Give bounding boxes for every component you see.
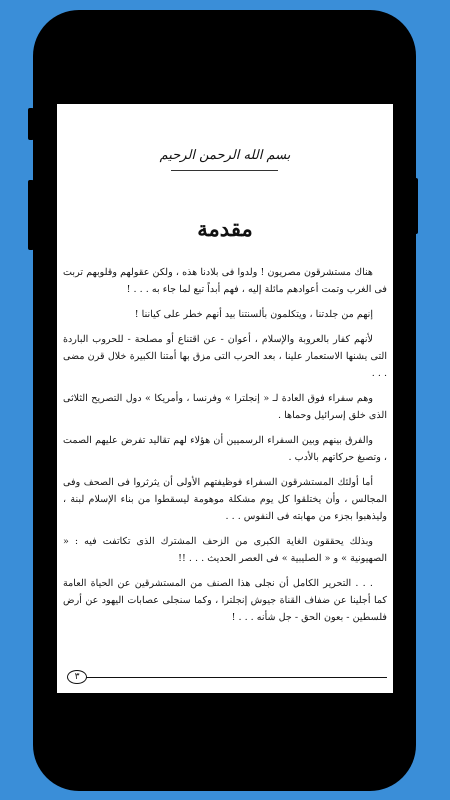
paragraph: والفرق بينهم وبين السفراء الرسميين أن هؤلاء لهم تقاليد تفرض عليهم الصمت ، وتصبغ حركاتهم بالأدب . (63, 435, 387, 463)
basmala-rule (171, 170, 278, 171)
paragraph: هناك مستشرقون مصريون ! ولدوا فى بلادنا هذه ، ولكن عقولهم وقلوبهم تربت فى الغرب وتمت أعوادهم مائلة إليه ، فهم أبداً تبع لما جاء به . . . ! (63, 267, 387, 295)
page-title: مقدمة (197, 216, 253, 241)
paragraph: إنهم من جلدتنا ، ويتكلمون بألسنتنا بيد أنهم خطر على كياننا ! (134, 309, 373, 320)
page-footer (63, 671, 387, 683)
footer-rule (85, 677, 387, 678)
page-number: ٣ (67, 670, 87, 684)
power-button (412, 178, 418, 234)
volume-up-button (28, 108, 34, 140)
paragraph: . . . التحرير الكامل أن نجلى هذا الصنف من المستشرقين عن الحياة العامة كما أجلينا عن ضفاف القناة جيوش إنجلترا ، وكما سنجلى عصابات اليهود عن أرض فلسطين - بعون الحق - جل شأنه . . . ! (63, 578, 387, 623)
page-body (63, 264, 387, 634)
book-page[interactable] (57, 104, 393, 693)
paragraph: لأنهم كفار بالعروبة والإسلام ، أعوان - عن اقتناع أو مصلحة - للحروب الباردة التى يشنها الاستعمار علينا ، بعد الحرب التى مزق بها أمتنا الكبيرة خلال قرن مضى . . . (63, 334, 387, 379)
basmala: بسم الله الرحمن الرحيم (159, 148, 291, 163)
paragraph: وهم سفراء فوق العادة لـ « إنجلترا » وفرنسا ، وأمريكا » دول التصريح الثلاثى الذى خلق إسرائيل وحماها . (63, 393, 387, 421)
volume-down-button (28, 180, 34, 250)
paragraph: أما أولئك المستشرقون السفراء فوظيفتهم الأولى أن يثرثروا فى الصحف وفى المجالس ، وأن يختلقوا كل يوم مشكلة موهومة ليسقطوا من بناء الإسلام لبنة ، وليذهبوا بجزء من مهابته فى النفوس . . . (63, 477, 387, 522)
paragraph: وبذلك يحققون الغاية الكبرى من الزحف المشترك الذى تكاتفت فيه : « الصهيونية » و « الصليبية » فى العصر الحديث . . . !! (63, 536, 387, 564)
